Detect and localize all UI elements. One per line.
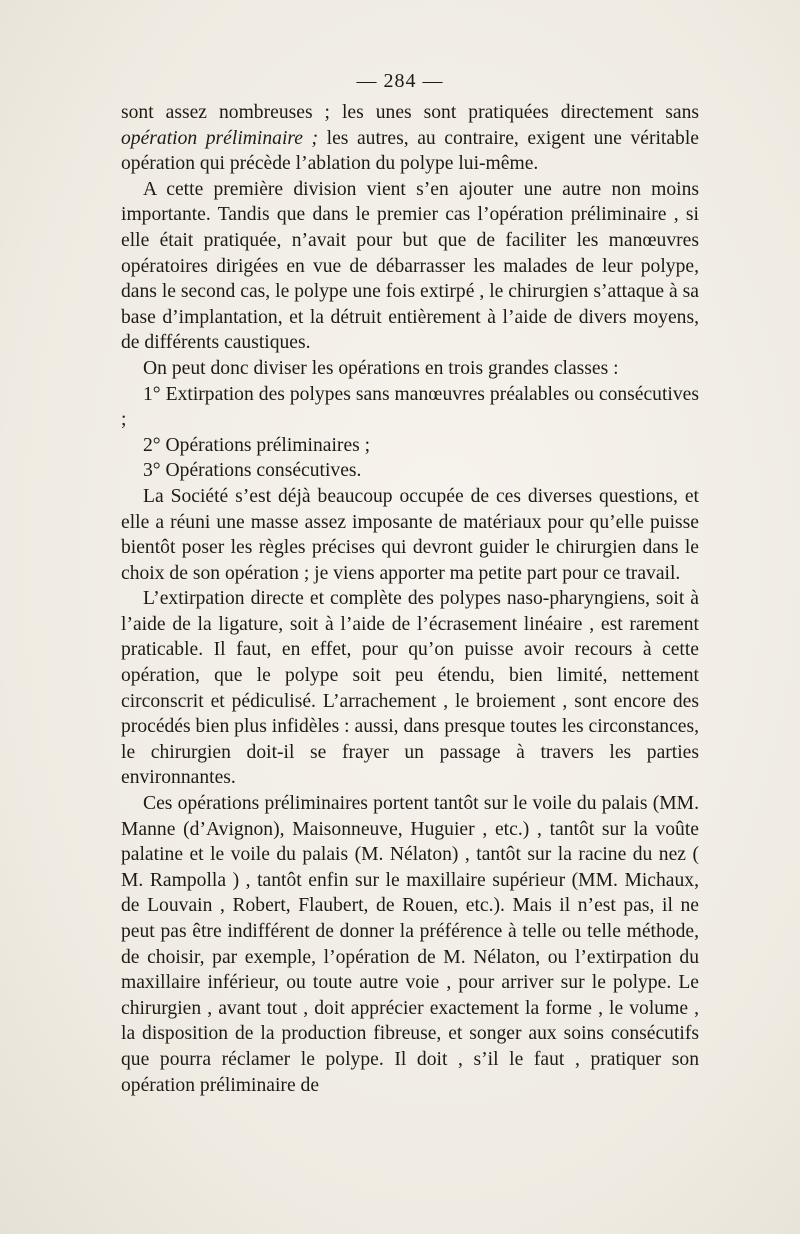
paragraph [121,586,699,791]
page-number: — 284 — [356,70,444,92]
paragraph [121,484,699,586]
text-run: les autres, au contraire, exigent une véritable opération qui précède l’ablation du polype lui-même. [121,127,699,175]
text-run: On peut donc diviser les opérations en trois grandes classes : [143,357,619,379]
list-item [121,433,699,459]
text-run: 2° Opérations préliminaires ; [143,434,371,456]
text-run: L’extirpation directe et complète des polypes naso-pharyngiens, soit à l’aide de la ligature, soit à l’aide de l’écrasement linéaire , est rarement praticable. Il faut, en effet, pour qu’on puisse avoir recours à cette opération, que le polype soit peu étendu, bien limité, nettement circonscrit et pédiculisé. L’arrachement , le broiement , sont encore des procédés bien plus infidèles : aussi, dans presque toutes les circonstances, le chirurgien doit-il se frayer un passage à travers les parties environnantes. [121,588,699,789]
paragraph [121,356,699,382]
text-run: Ces opérations préliminaires portent tantôt sur le voile du palais (MM. Manne (d’Avignon), Maisonneuve, Huguier , etc.) , tantôt sur la voûte palatine et le voile du palais (M. Nélaton) , tantôt sur la racine du nez ( M. Rampolla ) , tantôt enfin sur le maxillaire supérieur (MM. Michaux, de Louvain , Robert, Flaubert, de Rouen, etc.). Mais il n’est pas, il ne peut pas être indifférent de donner la préférence à telle ou telle méthode, de choisir, par exemple, l’opération de M. Nélaton, ou l’extirpation du maxillaire inférieur, ou toute autre voie , pour arriver sur le polype. Le chirurgien , avant tout , doit apprécier exactement la forme , le volume , la disposition de la production fibreuse, et songer aux soins consécutifs que pourra réclamer le polype. Il doit , s’il le faut , pratiquer son opération préliminaire de [121,793,699,1096]
paragraph [121,100,699,177]
list-item [121,458,699,484]
text-run: La Société s’est déjà beaucoup occupée de ces diverses questions, et elle a réuni une masse assez imposante de matériaux pour qu’elle puisse bientôt poser les règles précises qui devront guider le chirurgien dans le choix de son opération ; je viens apporter ma petite part pour ce travail. [121,485,699,584]
text-run: 1° Extirpation des polypes sans manœuvres préalables ou consécutives ; [121,383,699,431]
list-item [121,382,699,433]
italic-text: opération préliminaire ; [121,127,319,149]
paragraph [121,791,699,1098]
text-run: A cette première division vient s’en ajouter une autre non moins importante. Tandis que dans le premier cas l’opération préliminaire , si elle était pratiquée, n’avait pour but que de faciliter les manœuvres opératoires dirigées en vue de débarrasser les malades de leur polype, dans le second cas, le polype une fois extirpé , le chirurgien s’attaque à sa base d’implantation, et la détruit entièrement à l’aide de divers moyens, de différents caustiques. [121,178,699,354]
text-run: sont assez nombreuses ; les unes sont pratiquées directement sans [121,102,699,123]
text-run: 3° Opérations consécutives. [143,460,362,482]
body-text [121,100,699,1098]
paragraph [121,177,699,356]
